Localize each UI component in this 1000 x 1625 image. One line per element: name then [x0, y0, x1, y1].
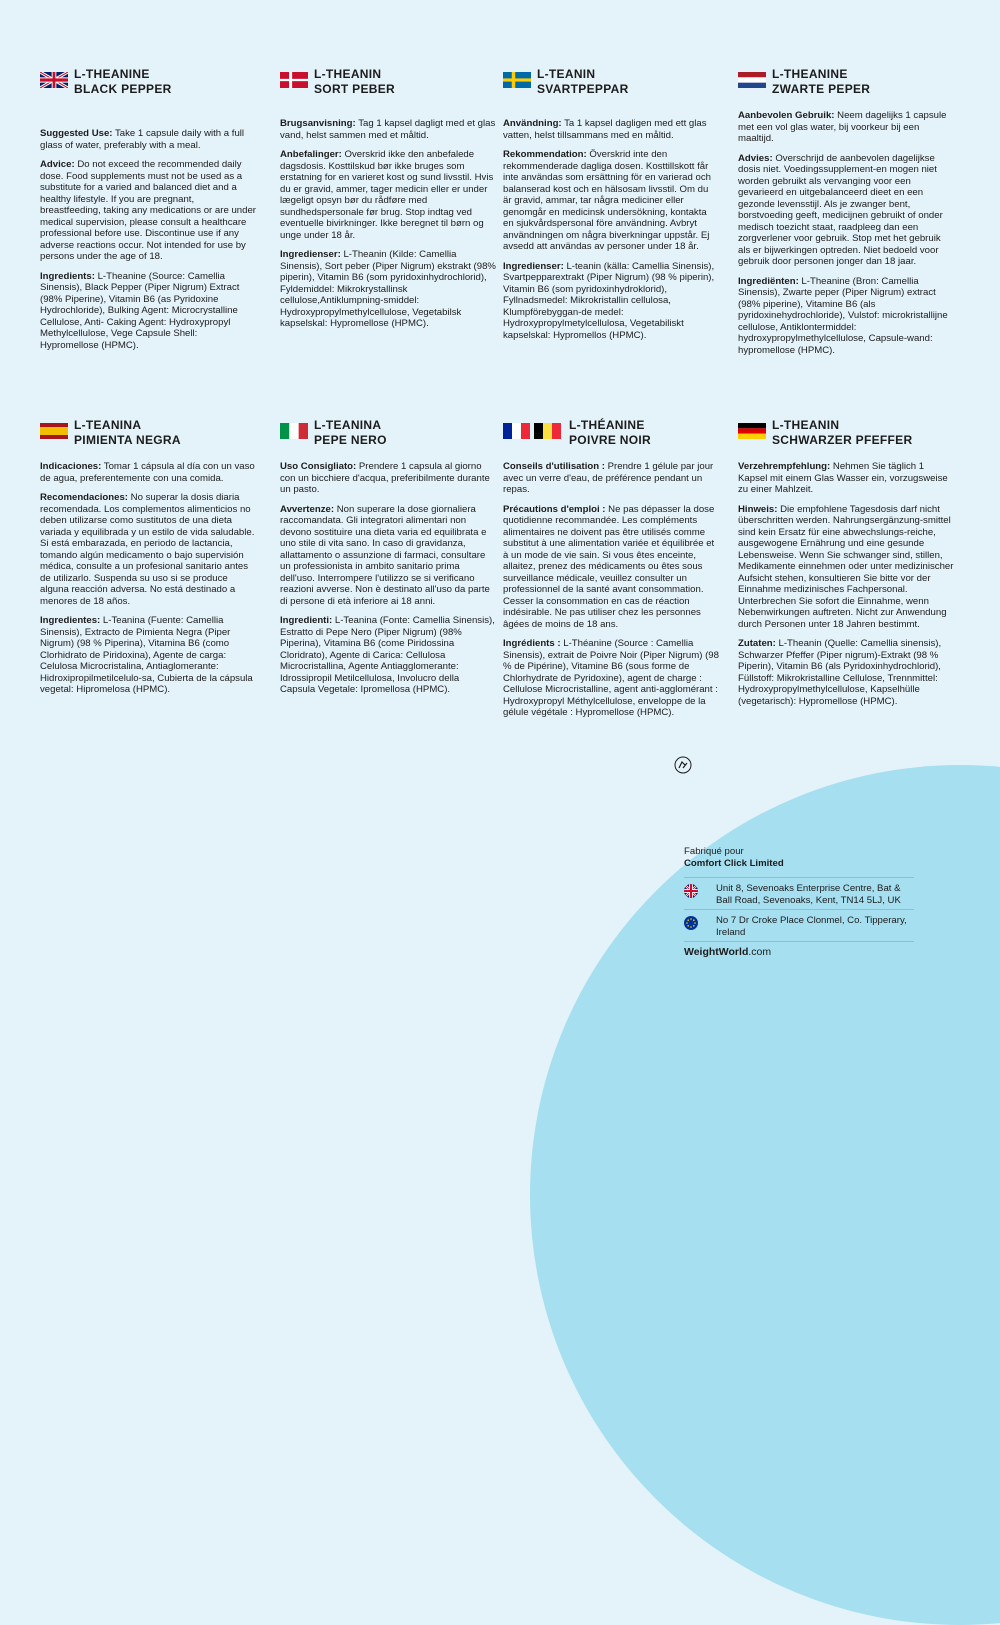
title-line-1: L-TEANINA: [314, 418, 382, 432]
title-line-2: SCHWARZER PFEFFER: [772, 433, 913, 447]
usage-paragraph: [280, 118, 496, 141]
ingredients-paragraph: [503, 638, 719, 719]
ingredients-text: L-Teanina (Fuente: Camellia Sinensis), Extracto de Pimienta Negra (Piper Nigrum) (98 % Piperina), Vitamina B6 (como Clorhidrato de Piridoxina), Agente de carga: Celulosa Microcristalina, Antiaglomerante: Hidroxipropilmetilcelulo-sa, Cubierta de la cápsula vegetal: Hipromelosa (HPMC).: [40, 615, 253, 695]
germany-flag-icon: [738, 423, 766, 439]
ingredients-paragraph: [40, 615, 256, 696]
usage-paragraph: [503, 118, 719, 141]
advice-label: Anbefalinger:: [280, 149, 342, 160]
title-line-2: ZWARTE PEPER: [772, 82, 871, 96]
advice-text: Överskrid inte den rekommenderade dagliga dosen. Kosttillskott får inte användas som ersättning för en varierad och balanserad kost och en hälsosam livsstil. Om du är gravid, ammar, tar några mediciner eller genomgår en medicinsk undersökning, kontakta en sjukvårdspersonal före användning. Avbryt användningen om några biverkningar uppstår. Ej avsedd att användas av personer under 18 år.: [503, 149, 711, 252]
ingredients-text: L-Theanine (Source: Camellia Sinensis), Black Pepper (Piper Nigrum) Extract (98% Piperine), Vitamin B6 (as Pyridoxine Hydrochloride), Bulking Agent: Microcrystalline Cellulose, Anti- Caking Agent: Hydroxypropyl Methylcellulose, Vege Capsule Shell: Hypromellose (HPMC).: [40, 270, 240, 351]
section-body: [738, 110, 954, 356]
section-title: [772, 67, 870, 97]
title-line-1: L-THEANIN: [772, 418, 840, 432]
usage-label: Conseils d'utilisation :: [503, 461, 605, 472]
spain-flag-icon: [40, 423, 68, 439]
advice-label: Recomendaciones:: [40, 492, 128, 503]
advice-text: Overschrijd de aanbevolen dagelijkse dosis niet. Voedingssupplement-en mogen niet worden gebruikt als vervanging voor een gevarieerd en uitgebalanceerd dieet en een gezonde levensstijl. Als je zwanger bent, borstvoeding geeft, medicijnen gebruikt of onder medisch toezicht staat, raadpleeg dan een zorgverlener voor gebruik. Stop met het gebruik als er bijwerkingen optreden. Niet bedoeld voor gebruik door personen jonger dan 18 jaar.: [738, 152, 943, 267]
section-body: [503, 118, 719, 341]
advice-text: Ne pas dépasser la dose quotidienne recommandée. Les compléments alimentaires ne doivent pas être utilisés comme substitut à une alimentation variée et équilibrée et à un mode de vie sain. Si vous êtes enceinte, allaitez, prenez des médicaments ou êtes sous surveillance médicale, veuillez consulter un professionnel de la santé avant consommation. Cesser la consommation en cas de réaction indésirable. Ne pas utiliser chez les personnes âgées de moins de 18 ans.: [503, 503, 715, 630]
section-body: [738, 461, 954, 707]
website-domain: .com: [748, 946, 772, 958]
advice-paragraph: [503, 149, 719, 253]
usage-paragraph: [40, 461, 256, 484]
ingredients-label: Ingrediënten:: [738, 275, 799, 287]
section-body: [503, 461, 719, 719]
ingredients-paragraph: [280, 615, 496, 696]
advice-paragraph: [738, 504, 954, 631]
title-line-2: SVARTPEPPAR: [537, 82, 629, 96]
italy-flag-icon: [280, 423, 308, 439]
section-header: [40, 419, 256, 455]
ingredients-paragraph: [40, 271, 256, 352]
advice-paragraph: [280, 504, 496, 608]
section-body: [280, 461, 496, 696]
netherlands-flag-icon: [738, 72, 766, 88]
ingredients-label: Ingredients:: [40, 270, 95, 282]
triman-recycling-icon: [674, 756, 692, 774]
usage-label: Brugsanvisning:: [280, 118, 356, 129]
title-line-2: SORT PEBER: [314, 82, 396, 96]
usage-paragraph: [738, 461, 954, 496]
made-for-label: Fabriqué pour: [684, 846, 744, 857]
usage-paragraph: [503, 461, 719, 496]
section-header: [503, 68, 719, 104]
ingredients-label: Ingredienser:: [503, 260, 564, 272]
ingredients-paragraph: [503, 261, 719, 342]
section-it: [280, 419, 496, 704]
advice-label: Advies:: [738, 152, 773, 164]
ingredients-label: Zutaten:: [738, 638, 776, 649]
section-es: [40, 419, 256, 704]
section-header: [503, 419, 719, 455]
ingredients-paragraph: [280, 249, 496, 330]
uk-address: Unit 8, Sevenoaks Enterprise Centre, Bat & Ball Road, Sevenoaks, Kent, TN14 5LJ, UK: [716, 883, 901, 906]
usage-label: Suggested Use:: [40, 128, 113, 139]
usage-label: Aanbevolen Gebruik:: [738, 110, 835, 121]
eu-address-row: [684, 909, 914, 941]
section-title: [74, 418, 181, 448]
section-nl: [738, 68, 954, 364]
title-line-2: BLACK PEPPER: [74, 82, 172, 96]
usage-text: Prendere 1 capsula al giorno con un bicchiere d'acqua, preferibilmente durante un pasto.: [280, 461, 490, 495]
section-title: [569, 418, 651, 448]
section-header: [738, 68, 954, 104]
section-dk: [280, 68, 496, 338]
advice-label: Rekommendation:: [503, 149, 587, 160]
ingredients-text: L-Théanine (Source : Camellia Sinensis), extrait de Poivre Noir (Piper Nigrum) (98 % de Pipérine), Vitamine B6 (sous forme de Chlorhydrate de Pyridoxine), agent de charge : Cellulose Microcristalline, agent anti-agglomérant : Hydroxypropyl Méthylcellulose, enveloppe de la gélule végétale : Hypromellose (HPMC).: [503, 638, 719, 718]
uk-address-row: [684, 877, 914, 909]
ingredients-label: Ingredienti:: [280, 615, 333, 626]
advice-label: Précautions d'emploi :: [503, 503, 606, 515]
advice-paragraph: [40, 492, 256, 607]
usage-paragraph: [738, 110, 954, 145]
sweden-flag-icon: [503, 72, 531, 88]
ingredients-label: Ingredientes:: [40, 615, 101, 626]
ingredients-paragraph: [738, 638, 954, 707]
usage-text: Nehmen Sie täglich 1 Kapsel mit einem Glas Wasser ein, vorzugsweise zu einer Mahlzeit.: [738, 461, 948, 495]
ingredients-paragraph: [738, 276, 954, 357]
usage-text: Prendre 1 gélule par jour avec un verre d'eau, de préférence pendant un repas.: [503, 461, 714, 495]
ingredients-label: Ingredienser:: [280, 249, 341, 260]
usage-label: Indicaciones:: [40, 461, 102, 472]
usage-label: Användning:: [503, 118, 562, 129]
ingredients-text: L-Theanine (Bron: Camellia Sinensis), Zwarte peper (Piper Nigrum) extract (98% piperine), Vitamine B6 (als pyridoxinehydrochloride), Vulstof: microkristallijne cellulose, Antiklontermiddel: hydroxypropylmethylcellulose, Capsule-wand: hypromellose (HPMC).: [738, 275, 948, 356]
manufacturer-info: [684, 846, 914, 959]
usage-text: Tomar 1 cápsula al día con un vaso de agua, preferentemente con una comida.: [40, 461, 255, 484]
ingredients-text: L-Teanina (Fonte: Camellia Sinensis), Estratto di Pepe Nero (Piper Nigrum) (98% Piperina), Vitamina B6 (come Piridossina Cloridrato), Agente di Carica: Cellulosa Microcristallina, Agente Antiagglomerante: Idrossipropil Metilcellulosa, Involucro della Capsula Vegetale: Ipromellosa (HPMC).: [280, 615, 495, 695]
uk-flag-icon: [40, 72, 68, 88]
title-line-2: POIVRE NOIR: [569, 433, 651, 447]
advice-text: Do not exceed the recommended daily dose. Food supplements must not be used as a substitute for a varied and balanced diet and a healthy lifestyle. If you are pregnant, breastfeeding, taking any medications or are under medical supervision, please consult a healthcare professional before use. Discontinue use if any adverse reactions occur. Not intended for use by persons under the age of 18.: [40, 159, 256, 262]
title-line-1: L-TEANINA: [74, 418, 142, 432]
section-title: [314, 67, 395, 97]
title-line-1: L-THÉANINE: [569, 418, 645, 432]
ingredients-label: Ingrédients :: [503, 638, 561, 649]
eu-flag-icon: [684, 916, 698, 930]
usage-text: Ta 1 kapsel dagligen med ett glas vatten, helst tillsammans med en måltid.: [503, 118, 707, 141]
usage-paragraph: [280, 461, 496, 496]
advice-text: Die empfohlene Tagesdosis darf nicht überschritten werden. Nahrungsergänzung-smittel sind kein Ersatz für eine abwechslungs-reiche, ausgewogene Ernährung und eine gesunde Lebensweise. Wenn Sie schwanger sind, stillen, Medikamente einnehmen oder unter medizinischer Aufsicht stehen, konsultieren Sie bitte vor der Einnahme medizinisches Fachpersonal. Unterbrechen Sie sofort die Einnahme, wenn Nebenwirkungen auftreten. Nicht zur Anwendung durch Personen unter 18 Jahren bestimmt.: [738, 503, 954, 630]
section-title: [537, 67, 629, 97]
ingredients-text: L-Theanin (Kilde: Camellia Sinensis), Sort peber (Piper Nigrum) ekstrakt (98% piperin), Vitamin B6 (som pyridoxinhydrochlorid), Fyldemiddel: Mikrokrystallinsk cellulose,Antiklumpning-smiddel: Hydroxypropylmethylcellulose, Vegetabilsk kapselskal: Hypromellose (HPMC).: [280, 249, 496, 329]
title-line-2: PEPE NERO: [314, 433, 387, 447]
section-title: [74, 67, 172, 97]
ingredients-text: L-teanin (källa: Camellia Sinensis), Svartpepparextrakt (Piper Nigrum) (98 % piperin), Vitamin B6 (som pyridoxinhydroklorid), Fyllnadsmedel: Mikrokristallin cellulosa, Klumpförebyggan-de medel: Hydroxypropylmetylcellulosa, Vegetabiliskt kapselskal: Hypromellos (HPMC).: [503, 260, 715, 341]
advice-paragraph: [40, 159, 256, 263]
advice-paragraph: [280, 149, 496, 241]
advice-text: Non superare la dose giornaliera raccomandata. Gli integratori alimentari non devono sostituire una dieta varia ed equilibrata e uno stile di vita sano. In caso di gravidanza, allattamento o assunzione di farmaci, consultare un professionista in ambito sanitario prima dell'uso. Interrompere l'utilizzo se si verificano reazioni avverse. Non è destinato all'uso da parte di persone di età inferiore ai 18 anni.: [280, 503, 490, 607]
section-header: [40, 68, 256, 104]
usage-text: Neem dagelijks 1 capsule met een vol glas water, bij voorkeur bij een maaltijd.: [738, 110, 947, 144]
usage-label: Verzehrempfehlung:: [738, 461, 831, 472]
denmark-flag-icon: [280, 72, 308, 88]
section-header: [738, 419, 954, 455]
advice-label: Advice:: [40, 159, 75, 170]
usage-label: Uso Consigliato:: [280, 461, 357, 472]
eu-address: No 7 Dr Croke Place Clonmel, Co. Tipperary, Ireland: [716, 915, 907, 938]
company-name: Comfort Click Limited: [684, 857, 784, 869]
advice-text: Overskrid ikke den anbefalede dagsdosis. Kosttilskud bør ikke bruges som erstatning for en varieret kost og sund livsstil. Hvis du er gravid, ammer, tager medicin eller er under lægeligt opsyn bør du rådføre med sundhedspersonale før brug. Stop indtag ved eventuelle bivirkninger. Ikke beregnet til børn og unge under 18 år.: [280, 149, 494, 241]
section-body: [40, 461, 256, 696]
title-line-2: PIMIENTA NEGRA: [74, 433, 181, 447]
website-brand: WeightWorld: [684, 946, 749, 958]
section-fr: [503, 419, 719, 727]
france-belgium-flag-icon: [503, 423, 563, 439]
title-line-1: L-THEANINE: [74, 67, 150, 81]
section-header: [280, 68, 496, 104]
ingredients-text: L-Theanin (Quelle: Camellia sinensis), Schwarzer Pfeffer (Piper nigrum)-Extrakt (98 % Piperin), Vitamin B6 (als Pyridoxinhydrochlorid), Füllstoff: Mikrokristalline Cellulose, Trennmittel: Hydroxypropylmethylcellulose, Kapselhülle (vegetarisch): Hypromellose (HPMC).: [738, 638, 942, 707]
title-line-1: L-TEANIN: [537, 67, 596, 81]
section-body: [280, 118, 496, 330]
section-header: [280, 419, 496, 455]
section-title: [314, 418, 387, 448]
title-line-1: L-THEANINE: [772, 67, 848, 81]
section-en: [40, 68, 256, 359]
usage-text: Take 1 capsule daily with a full glass of water, preferably with a meal.: [40, 128, 245, 151]
advice-label: Hinweis:: [738, 503, 778, 515]
advice-paragraph: [503, 504, 719, 631]
advice-label: Avvertenze:: [280, 503, 335, 515]
section-body: [40, 128, 256, 351]
website: [684, 941, 914, 959]
advice-text: No superar la dosis diaria recomendada. Los complementos alimenticios no deben utilizarse como sustitutos de una dieta variada y equilibrada y un estilo de vida saludable. Si está embarazada, en periodo de lactancia, tomando algún medicamento o bajo supervisión médica, consulte a un profesional sanitario antes de utilizarlo. Suspenda su uso si se produce alguna reacción adversa. No está destinado a menores de 18 años.: [40, 492, 255, 607]
section-de: [738, 419, 954, 715]
usage-paragraph: [40, 128, 256, 151]
advice-paragraph: [738, 153, 954, 268]
section-se: [503, 68, 719, 349]
usage-text: Tag 1 kapsel dagligt med et glas vand, helst sammen med et måltid.: [280, 118, 496, 141]
uk-flag-icon: [684, 884, 698, 898]
title-line-1: L-THEANIN: [314, 67, 382, 81]
section-title: [772, 418, 912, 448]
